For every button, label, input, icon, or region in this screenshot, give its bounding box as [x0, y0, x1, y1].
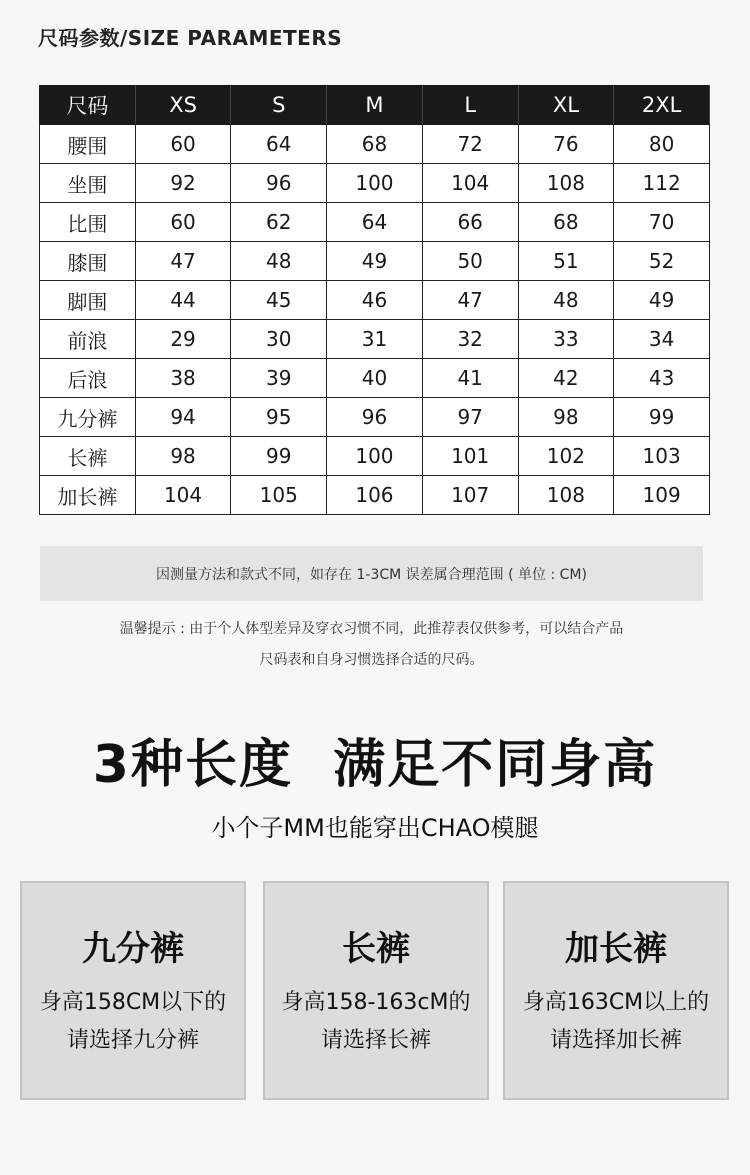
card-line: 身高158-163cM的	[281, 990, 471, 1015]
table-cell: 96	[231, 164, 327, 203]
table-cell: 94	[135, 398, 231, 437]
table-cell: 49	[614, 281, 710, 320]
tip-text	[40, 614, 703, 676]
table-cell: 38	[135, 359, 231, 398]
table-cell: 66	[422, 203, 518, 242]
table-cell: 98	[135, 437, 231, 476]
table-cell: 34	[614, 320, 710, 359]
table-cell: 64	[327, 203, 423, 242]
table-cell: 52	[614, 242, 710, 281]
table-cell: 44	[135, 281, 231, 320]
row-label: 比围	[40, 203, 136, 242]
table-cell: 68	[327, 125, 423, 164]
row-label: 膝围	[40, 242, 136, 281]
length-card-regular	[263, 881, 489, 1100]
table-cell: 92	[135, 164, 231, 203]
column-header: L	[422, 86, 518, 125]
table-cell: 100	[327, 164, 423, 203]
table-cell: 76	[518, 125, 614, 164]
table-cell: 101	[422, 437, 518, 476]
table-cell: 68	[518, 203, 614, 242]
card-description	[505, 984, 727, 1060]
table-cell: 99	[231, 437, 327, 476]
table-row	[40, 359, 710, 398]
row-label: 九分裤	[40, 398, 136, 437]
card-line: 请选择长裤	[320, 1028, 431, 1053]
row-label: 加长裤	[40, 476, 136, 515]
card-line: 身高158CM以下的	[39, 990, 227, 1015]
table-cell: 48	[518, 281, 614, 320]
table-cell: 42	[518, 359, 614, 398]
row-label: 坐围	[40, 164, 136, 203]
table-cell: 29	[135, 320, 231, 359]
table-cell: 50	[422, 242, 518, 281]
table-cell: 47	[135, 242, 231, 281]
table-header-row	[40, 86, 710, 125]
table-cell: 108	[518, 164, 614, 203]
card-line: 请选择加长裤	[549, 1028, 682, 1053]
table-cell: 60	[135, 203, 231, 242]
table-cell: 60	[135, 125, 231, 164]
table-cell: 49	[327, 242, 423, 281]
table-cell: 97	[422, 398, 518, 437]
column-header: M	[327, 86, 423, 125]
card-description	[22, 984, 244, 1060]
length-card-cropped	[20, 881, 246, 1100]
table-cell: 104	[422, 164, 518, 203]
table-cell: 108	[518, 476, 614, 515]
card-title: 加长裤	[565, 929, 667, 969]
table-cell: 106	[327, 476, 423, 515]
table-cell: 47	[422, 281, 518, 320]
table-cell: 105	[231, 476, 327, 515]
table-cell: 70	[614, 203, 710, 242]
table-cell: 43	[614, 359, 710, 398]
measurement-note: 因测量方法和款式不同，如存在 1-3CM 误差属合理范围 ( 单位 : CM)	[40, 546, 703, 601]
table-cell: 96	[327, 398, 423, 437]
subheadline: 小个子MM也能穿出CHAO模腿	[211, 814, 539, 842]
table-cell: 30	[231, 320, 327, 359]
card-title: 九分裤	[82, 929, 184, 969]
table-cell: 32	[422, 320, 518, 359]
column-header: XS	[135, 86, 231, 125]
table-cell: 41	[422, 359, 518, 398]
size-table	[39, 85, 710, 515]
table-cell: 112	[614, 164, 710, 203]
table-cell: 48	[231, 242, 327, 281]
table-row	[40, 164, 710, 203]
column-header: 尺码	[40, 86, 136, 125]
table-cell: 104	[135, 476, 231, 515]
table-cell: 45	[231, 281, 327, 320]
tip-line: 温馨提示 : 由于个人体型差异及穿衣习惯不同，此推荐表仅供参考，可以结合产品	[119, 621, 624, 637]
table-cell: 95	[231, 398, 327, 437]
table-cell: 33	[518, 320, 614, 359]
table-cell: 109	[614, 476, 710, 515]
row-label: 腰围	[40, 125, 136, 164]
table-cell: 102	[518, 437, 614, 476]
row-label: 前浪	[40, 320, 136, 359]
table-row	[40, 242, 710, 281]
table-row	[40, 125, 710, 164]
length-card-long	[503, 881, 729, 1100]
table-row	[40, 437, 710, 476]
headline: 3种长度 满足不同身高	[92, 735, 658, 795]
card-description	[265, 984, 487, 1060]
table-cell: 64	[231, 125, 327, 164]
table-cell: 107	[422, 476, 518, 515]
table-cell: 72	[422, 125, 518, 164]
table-cell: 80	[614, 125, 710, 164]
table-row	[40, 281, 710, 320]
table-cell: 51	[518, 242, 614, 281]
table-cell: 40	[327, 359, 423, 398]
card-title: 长裤	[342, 929, 410, 969]
column-header: XL	[518, 86, 614, 125]
table-cell: 99	[614, 398, 710, 437]
card-line: 身高163CM以上的	[522, 990, 710, 1015]
section-title: 尺码参数/SIZE PARAMETERS	[38, 26, 343, 50]
table-cell: 103	[614, 437, 710, 476]
row-label: 长裤	[40, 437, 136, 476]
row-label: 后浪	[40, 359, 136, 398]
column-header: 2XL	[614, 86, 710, 125]
tip-line: 尺码表和自身习惯选择合适的尺码。	[259, 652, 484, 668]
table-cell: 46	[327, 281, 423, 320]
row-label: 脚围	[40, 281, 136, 320]
table-row	[40, 398, 710, 437]
table-row	[40, 476, 710, 515]
column-header: S	[231, 86, 327, 125]
table-cell: 62	[231, 203, 327, 242]
table-cell: 39	[231, 359, 327, 398]
table-row	[40, 203, 710, 242]
card-line: 请选择九分裤	[66, 1028, 199, 1053]
table-row	[40, 320, 710, 359]
table-cell: 100	[327, 437, 423, 476]
table-cell: 31	[327, 320, 423, 359]
table-cell: 98	[518, 398, 614, 437]
